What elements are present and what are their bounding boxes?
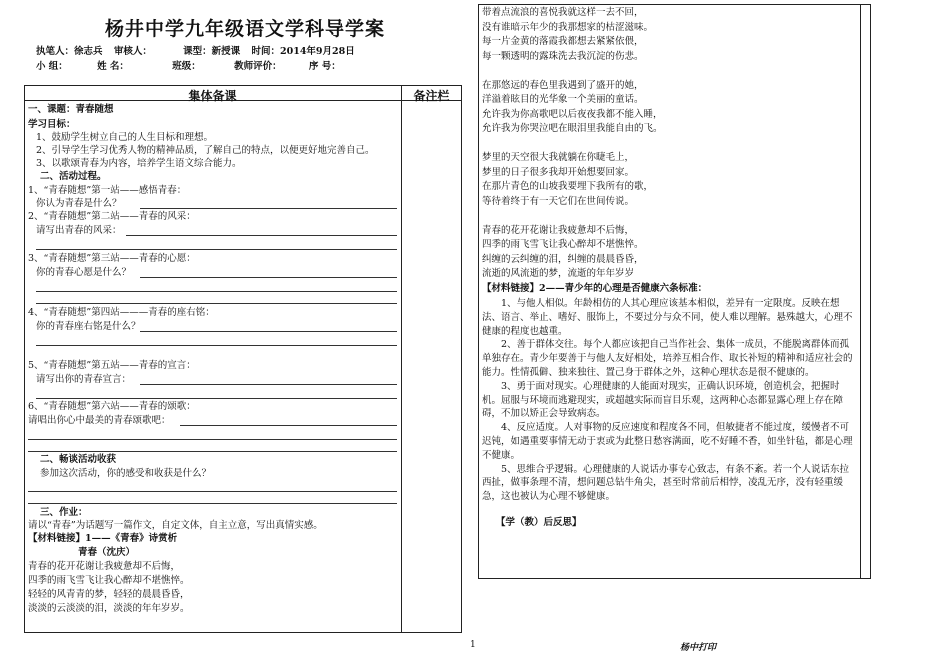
answer-line <box>28 439 397 440</box>
station-1: 1、“青春随想”第一站——感悟青春： <box>28 185 187 196</box>
station-5: 5、“青春随想”第五站——青春的宣言： <box>28 360 196 371</box>
poem-title: 青春（沈庆） <box>78 547 136 558</box>
answer-line <box>140 331 397 332</box>
answer-line <box>126 235 397 236</box>
standard-item: 5、思维合乎逻辑。心理健康的人说话办事专心致志，有条不紊。若一个人说话东拉西扯，做事条理不清，想问题总钻牛角尖，甚至时常前后相悖，凌乱无序，没有轻重缓急，这也被认为心理不够健康。 <box>482 463 850 503</box>
seq-field: 序 号： <box>308 61 341 72</box>
name-field: 姓 名： <box>97 61 129 72</box>
poem-continued <box>482 6 663 282</box>
poem-line: 梦里的天空很大我就躺在你睫毛上， <box>482 152 635 163</box>
goal-3: 3、以歌颂青春为内容，培养学生语文综合能力。 <box>36 158 242 169</box>
answer-line <box>28 491 397 492</box>
reflection-heading: 【学（教）后反思】 <box>496 517 582 528</box>
poem-line: 带着点流浪的喜悦我就这样一去不回， <box>482 7 644 18</box>
poem-line: 轻轻的风青青的梦，轻轻的晨晨昏昏， <box>28 589 190 600</box>
homework-heading: 三、作业： <box>40 507 88 518</box>
harvest-heading: 二、畅谈活动收获 <box>40 454 117 465</box>
poem-line: 四季的雨飞雪飞让我心醉却不堪憔悴。 <box>28 575 190 586</box>
answer-line <box>140 277 397 278</box>
poem-line: 纠缠的云纠缠的泪，纠缠的晨晨昏昏， <box>482 253 644 265</box>
class-field: 班级： <box>172 61 201 72</box>
answer-line <box>36 398 397 399</box>
station-5-question: 请写出你的青春宣言： <box>36 374 132 385</box>
group-field: 小 组： <box>36 61 68 72</box>
poem-line: 允许我为你哭泣吧在眼泪里我能自由的飞。 <box>482 123 663 134</box>
station-2: 2、“青春随想”第二站——青春的风采： <box>28 211 196 222</box>
meta-row-1 <box>36 43 363 57</box>
poem-line: 青春的花开花谢让我疲惫却不后悔， <box>482 224 635 236</box>
right-column-divider <box>860 4 861 579</box>
answer-line <box>180 425 397 426</box>
answer-line <box>36 345 397 346</box>
reviewer: 审核人： <box>113 46 152 57</box>
standard-item: 1、与他人相似。年龄相仿的人其心理应该基本相似，差异有一定限度。反映在想法、语言、举止、嗜好、服饰上，不要过分与众不同，使人难以理解。悬殊越大，心理不健康的程度也越重。 <box>482 298 853 337</box>
meta-row-2 <box>36 58 349 72</box>
poem-line: 洋溢着眩目的光华象一个美丽的童话。 <box>482 94 644 105</box>
poem-line: 梦里的日子很多我却开始想要回家。 <box>482 166 635 178</box>
poem-line: 在那悠远的春色里我遇到了盛开的她， <box>482 79 644 91</box>
answer-line <box>140 208 397 209</box>
material-link-2: 【材料链接】2——青少年的心理是否健康六条标准： <box>482 283 708 294</box>
answer-line <box>36 303 397 304</box>
col-note-header: 备注栏 <box>413 89 450 103</box>
left-column-divider <box>401 85 402 633</box>
print-mark: 杨中打印 <box>680 643 717 653</box>
goal-2: 2、引导学生学习优秀人物的精神品质，了解自己的特点，以便更好地完善自己。 <box>36 145 375 156</box>
poem-line: 每一颗透明的露珠洗去我沉淀的伤悲。 <box>482 50 644 62</box>
standard-item: 3、勇于面对现实。心理健康的人能面对现实，正确认识环境，创造机会，把握时机。屈服与环境而逃避现实，或超越实际而盲目乐观，这两种心态都显露心理上存在障碍，不加以矫正会导致病态。 <box>482 380 844 420</box>
lesson-time: 时间：2014年9月28日 <box>251 46 355 57</box>
poem-spacer <box>482 64 663 79</box>
station-4: 4、“青春随想”第四站———青春的座右铭： <box>28 307 215 318</box>
writer: 执笔人：徐志兵 <box>36 46 103 57</box>
material-link-1: 【材料链接】1——《青春》诗赏析 <box>28 533 178 544</box>
poem-line: 青春的花开花谢让我疲惫却不后悔， <box>28 561 181 572</box>
page-number: 1 <box>470 640 476 650</box>
station-6: 6、“青春随想”第六站——青春的颂歌： <box>28 401 196 412</box>
poem-line: 每一片金黄的落霞我都想去紧紧依偎， <box>482 36 644 47</box>
standard-item: 4、反应适度。人对事物的反应速度和程度各不同，但敏捷者不能过度，缓慢者不可迟钝，如遇重要事情无动于衷或为此整日愁容满面，吃不好睡不香，如坐针毡，都是心理不健康。 <box>482 422 853 461</box>
poem-line: 没有谁暗示年少的我那想家的枯涩滋味。 <box>482 21 654 33</box>
poem-spacer <box>482 209 663 224</box>
poem-line: 淡淡的云淡淡的泪，淡淡的年年岁岁。 <box>28 603 190 614</box>
document-title: 杨井中学九年级语文学科导学案 <box>105 18 386 40</box>
station-6-question: 请唱出你心中最美的青春颂歌吧： <box>28 415 171 426</box>
answer-line <box>140 384 397 385</box>
standards-list <box>482 297 856 504</box>
answer-line <box>28 451 397 452</box>
poem-line: 四季的雨飞雪飞让我心醉却不堪憔悴。 <box>482 239 644 250</box>
poem-line: 等待着终于有一天它们在世间传说。 <box>482 195 635 207</box>
answer-line <box>28 503 397 504</box>
answer-line <box>36 249 397 250</box>
harvest-question: 参加这次活动，你的感受和收获是什么？ <box>40 468 212 479</box>
poem-line: 允许我为你高歌吧以后夜夜我都不能入睡， <box>482 108 663 120</box>
process-heading: 二、活动过程。 <box>40 171 107 182</box>
station-3: 3、“青春随想”第三站——青春的心愿： <box>28 253 196 264</box>
goals-heading: 学习目标： <box>28 119 76 130</box>
station-3-question: 你的青春心愿是什么？ <box>36 267 132 278</box>
poem-spacer <box>482 137 663 152</box>
col-main-header: 集体备课 <box>188 89 237 103</box>
topic-line: 一、课题：青春随想 <box>28 104 114 115</box>
eval-field: 教师评价： <box>234 61 282 72</box>
poem-line: 在那片青色的山坡我要埋下我所有的歌， <box>482 181 654 192</box>
standard-item: 2、善于群体交往。每个人都应该把自己当作社会、集体一成员，不能脱离群体而孤单独存在。青少年要善于与他人友好相处，培养互相合作、取长补短的精神和适应社会的能力。性情孤僻、独来独往、置己身于群体之外，这种心理状态是很不健康的。 <box>482 339 853 378</box>
homework-text: 请以“青春”为话题写一篇作文，自定文体，自主立意，写出真情实感。 <box>28 520 323 531</box>
lesson-type: 课型：新授课 <box>183 46 241 57</box>
station-1-question: 你认为青春是什么？ <box>36 198 122 209</box>
station-2-question: 请写出青春的风采： <box>36 225 122 236</box>
station-4-question: 你的青春座右铭是什么？ <box>36 321 141 332</box>
goal-1: 1、鼓励学生树立自己的人生目标和理想。 <box>36 132 214 143</box>
answer-line <box>36 291 397 292</box>
poem-line: 流逝的风流逝的梦，流逝的年年岁岁 <box>482 268 635 279</box>
